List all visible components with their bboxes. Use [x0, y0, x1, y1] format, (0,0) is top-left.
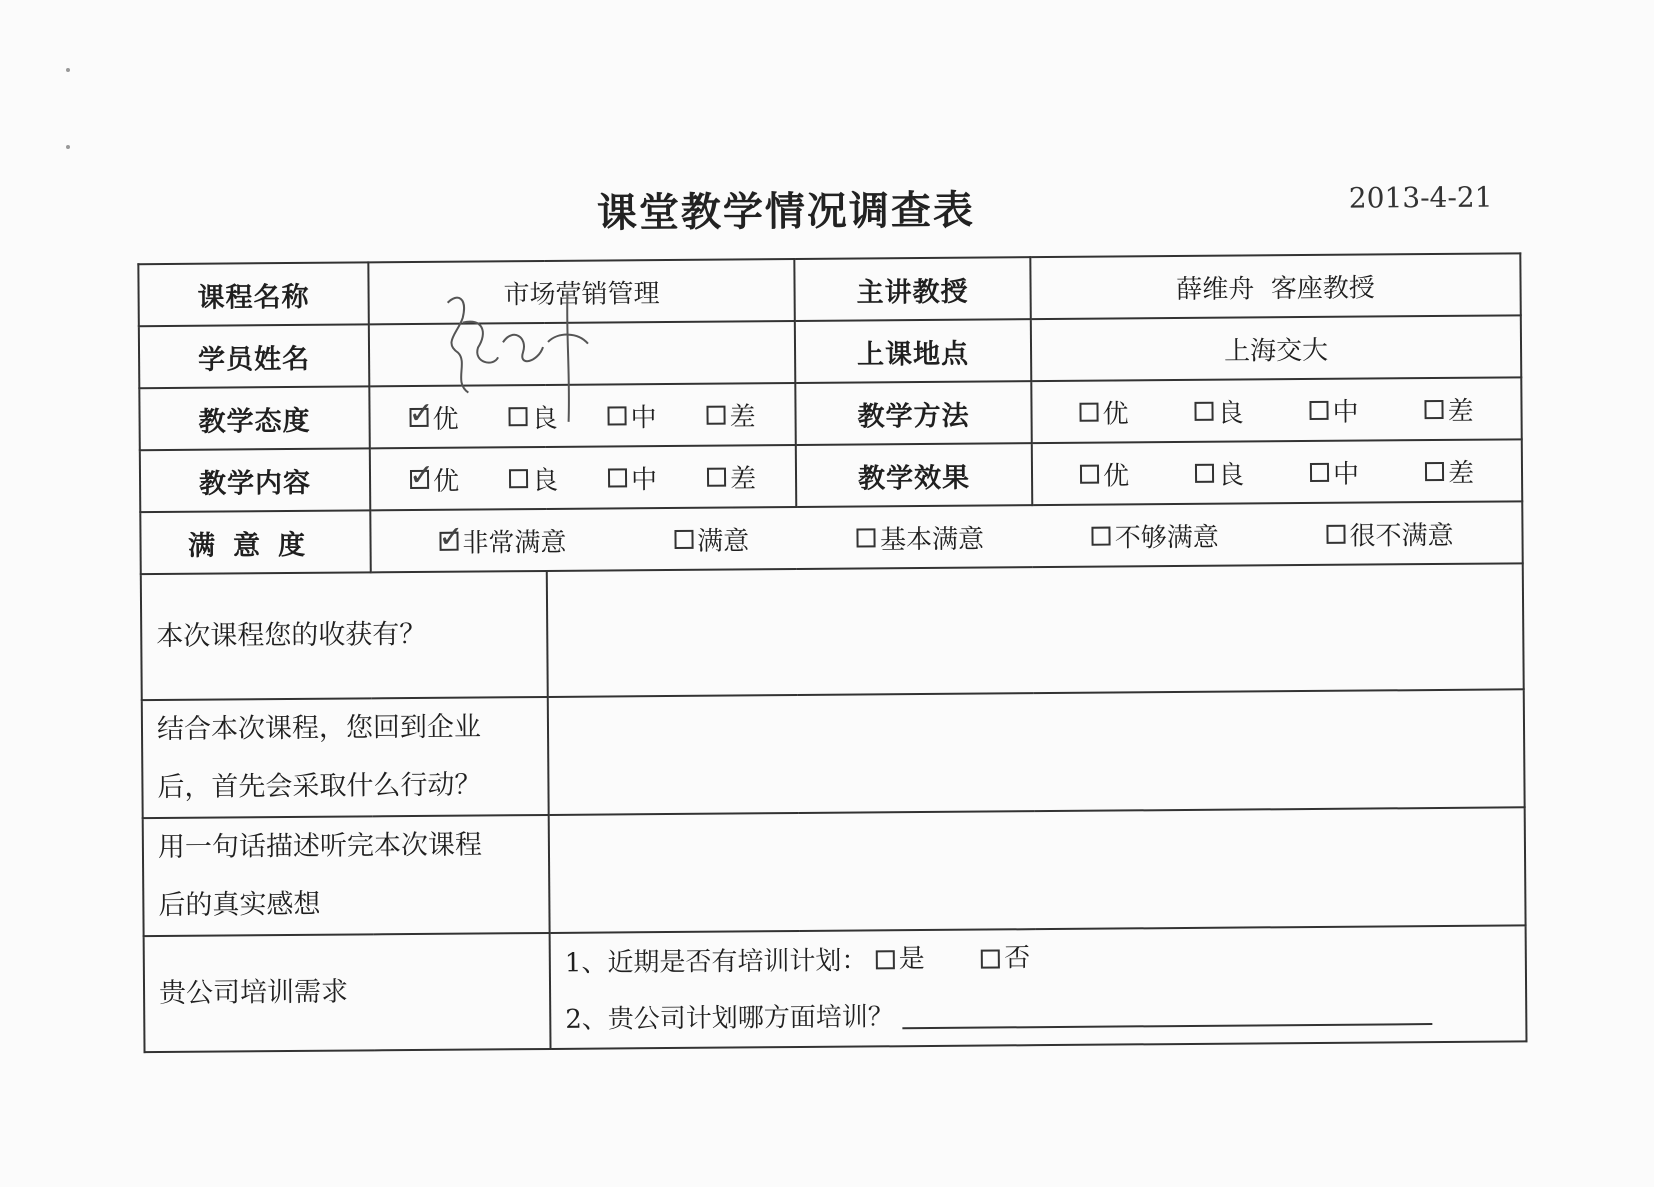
- answer-feeling-field[interactable]: [549, 807, 1526, 933]
- needs-option-no[interactable]: 否: [981, 930, 1030, 986]
- checkbox[interactable]: [1424, 399, 1443, 418]
- needs-question-area: 2、贵公司计划哪方面培训？: [565, 984, 1511, 1047]
- row-needs: [144, 925, 1527, 1052]
- satisfaction-option-very-satisfied[interactable]: ✓ 非常满意: [439, 521, 566, 559]
- satisfaction-option-very-dissatisfied[interactable]: 很不满意: [1326, 514, 1453, 552]
- method-option-fair[interactable]: 中: [1309, 391, 1358, 428]
- checkbox[interactable]: [1194, 401, 1213, 420]
- content-option-excellent[interactable]: ✓ 优: [410, 460, 459, 497]
- location-label: 上课地点: [795, 319, 1031, 383]
- needs-option-yes[interactable]: 是: [875, 931, 924, 987]
- content-option-poor[interactable]: 差: [707, 458, 756, 495]
- course-name-label: 课程名称: [138, 262, 368, 326]
- satisfaction-option-basic[interactable]: 基本满意: [857, 518, 984, 556]
- content-options: [370, 445, 796, 510]
- effect-option-good[interactable]: 良: [1195, 454, 1244, 491]
- checkbox-checked[interactable]: [439, 531, 458, 550]
- effect-option-poor[interactable]: 差: [1425, 452, 1474, 489]
- answer-action-field[interactable]: [548, 689, 1525, 815]
- question-action: 结合本次课程，您回到企业 后，首先会采取什么行动？: [142, 697, 549, 818]
- checkbox[interactable]: [1195, 463, 1214, 482]
- question-feeling: 用一句话描述听完本次课程 后的真实感想: [143, 815, 550, 936]
- effect-option-excellent[interactable]: 优: [1080, 455, 1129, 492]
- form-date: 2013-4-21: [1348, 180, 1493, 215]
- checkbox[interactable]: [1425, 461, 1444, 480]
- attitude-option-fair[interactable]: 中: [607, 397, 656, 434]
- student-name-field[interactable]: [369, 321, 795, 386]
- checkbox[interactable]: [508, 407, 527, 426]
- method-option-good[interactable]: 良: [1194, 392, 1243, 429]
- satisfaction-option-satisfied[interactable]: 满意: [674, 520, 749, 558]
- row-satisfaction: [140, 501, 1522, 574]
- checkbox[interactable]: [674, 529, 693, 548]
- row-attitude: [139, 377, 1521, 450]
- attitude-options: [369, 383, 795, 448]
- checkbox[interactable]: [876, 950, 895, 969]
- method-options: [1031, 377, 1521, 443]
- row-q3: [143, 807, 1526, 936]
- location-value: 上海交大: [1031, 315, 1521, 381]
- checkbox[interactable]: [707, 467, 726, 486]
- effect-option-fair[interactable]: 中: [1310, 453, 1359, 490]
- checkbox[interactable]: [1080, 464, 1099, 483]
- survey-table: [137, 252, 1527, 1053]
- content-label: 教学内容: [140, 448, 370, 512]
- answer-gains-field[interactable]: [547, 563, 1524, 697]
- satisfaction-option-not-enough[interactable]: 不够满意: [1092, 516, 1219, 554]
- question-gains: 本次课程您的收获有？: [141, 571, 548, 700]
- needs-question-plan: 1、近期是否有培训计划： 是 否: [565, 927, 1511, 992]
- checkbox[interactable]: [1079, 402, 1098, 421]
- student-name-label: 学员姓名: [139, 324, 369, 388]
- checkbox[interactable]: [1092, 526, 1111, 545]
- form-title: 课堂教学情况调查表: [596, 187, 976, 237]
- checkbox[interactable]: [1309, 400, 1328, 419]
- attitude-label: 教学态度: [139, 386, 369, 450]
- checkbox[interactable]: [857, 528, 876, 547]
- satisfaction-options: [370, 501, 1522, 572]
- checkbox[interactable]: [1327, 524, 1346, 543]
- attitude-option-poor[interactable]: 差: [706, 396, 755, 433]
- lecturer-value: 薛维舟 客座教授: [1030, 253, 1520, 319]
- row-content: [140, 439, 1522, 512]
- satisfaction-label: 满意度: [140, 510, 370, 574]
- needs-area-blank[interactable]: [902, 1003, 1432, 1029]
- checkbox[interactable]: [1310, 462, 1329, 481]
- lecturer-label: 主讲教授: [794, 257, 1030, 321]
- row-student: [139, 315, 1521, 388]
- training-needs-content: [550, 925, 1527, 1049]
- row-q2: [142, 689, 1525, 818]
- method-option-excellent[interactable]: 优: [1079, 393, 1128, 430]
- course-name-value: 市场营销管理: [368, 259, 794, 324]
- checkbox[interactable]: [607, 406, 626, 425]
- method-label: 教学方法: [795, 381, 1031, 445]
- checkbox[interactable]: [981, 949, 1000, 968]
- training-needs-label: 贵公司培训需求: [144, 933, 551, 1052]
- method-option-poor[interactable]: 差: [1424, 390, 1473, 427]
- attitude-option-excellent[interactable]: ✓ 优: [409, 398, 458, 435]
- content-option-fair[interactable]: 中: [608, 459, 657, 496]
- checkbox[interactable]: [608, 468, 627, 487]
- content-option-good[interactable]: 良: [509, 459, 558, 496]
- checkbox[interactable]: [706, 405, 725, 424]
- attitude-option-good[interactable]: 良: [508, 397, 557, 434]
- checkbox-checked[interactable]: [410, 469, 429, 488]
- effect-label: 教学效果: [796, 443, 1032, 507]
- checkbox[interactable]: [509, 469, 528, 488]
- effect-options: [1032, 439, 1522, 505]
- row-course: [138, 253, 1520, 326]
- checkbox-checked[interactable]: [409, 407, 428, 426]
- row-q1: [141, 563, 1524, 700]
